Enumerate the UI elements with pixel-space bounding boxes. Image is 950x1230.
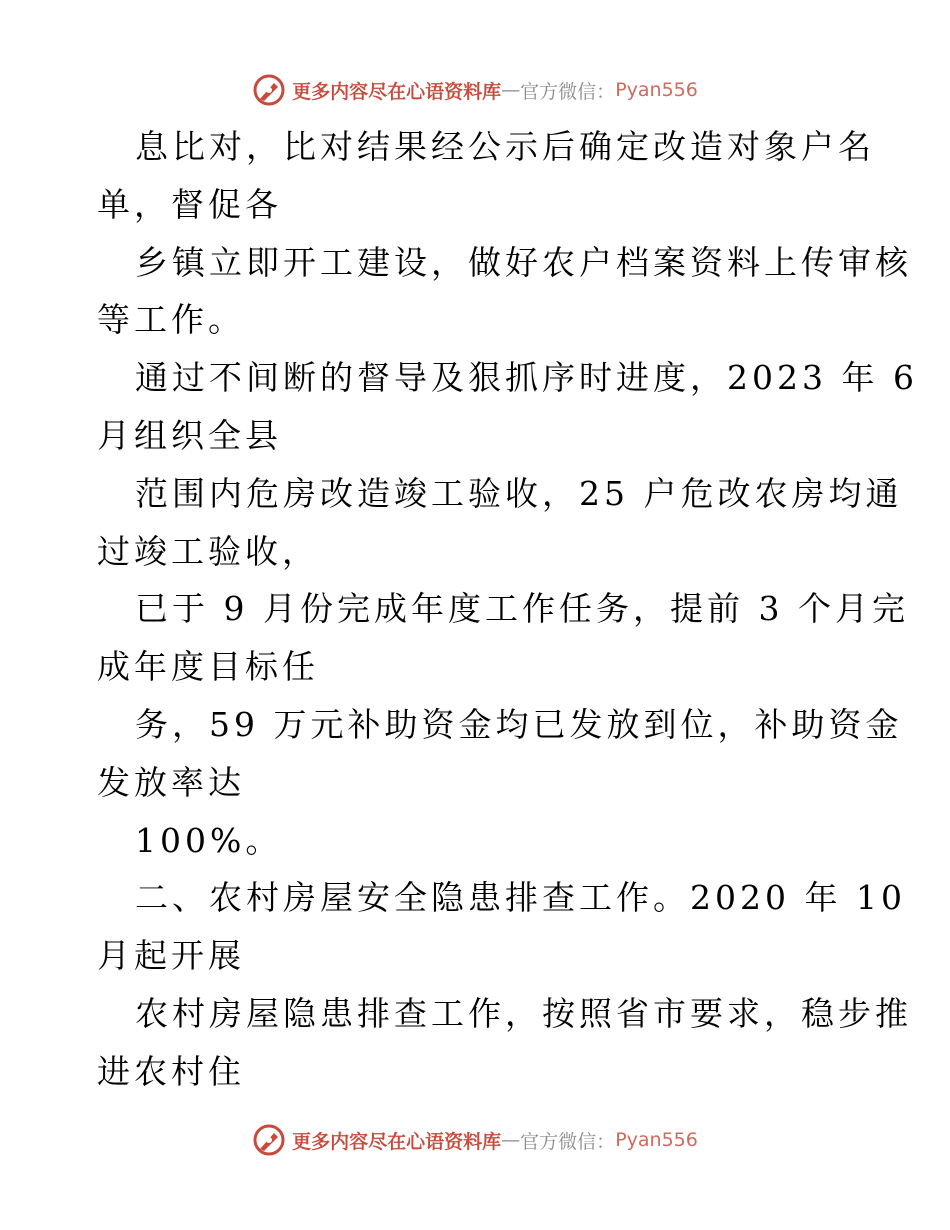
watermark-dash: — — [501, 79, 521, 101]
body-line: 务，59 万元补助资金均已发放到位，补助资金 — [135, 704, 903, 744]
body-line: 通过不间断的督导及狠抓序时进度，2023 年 6 — [135, 358, 918, 398]
body-line: 过竣工验收， — [97, 531, 319, 571]
body-line: 范围内危房改造竣工验收，25 户危改农房均通 — [135, 473, 903, 513]
pen-logo-icon — [252, 73, 286, 107]
watermark-site: 更多内容尽在心语资料库 — [292, 1130, 502, 1153]
header-watermark — [0, 70, 950, 110]
body-line: 等工作。 — [97, 300, 245, 340]
body-line: 100%。 — [135, 820, 283, 860]
body-line: 息比对，比对结果经公示后确定改造对象户名 — [135, 127, 875, 166]
watermark-label: 官方微信： — [520, 80, 616, 103]
body-line: 乡镇立即开工建设，做好农户档案资料上传审核 — [135, 242, 912, 282]
body-line: 月起开展 — [97, 936, 245, 976]
footer-watermark — [0, 1120, 950, 1160]
body-line: 农村房屋隐患排查工作，按照省市要求，稳步推 — [135, 993, 912, 1033]
body-line: 已于 9 月份完成年度工作任务，提前 3 个月完 — [135, 589, 909, 629]
body-line: 二、农村房屋安全隐患排查工作。2020 年 10 — [135, 878, 906, 918]
pen-logo-icon — [252, 1123, 286, 1157]
body-line: 月组织全县 — [97, 415, 282, 455]
body-line: 单，督促各 — [97, 184, 282, 224]
watermark-dash: — — [501, 1129, 521, 1151]
watermark-site: 更多内容尽在心语资料库 — [292, 80, 502, 103]
body-line: 进农村住 — [97, 1051, 245, 1091]
body-line: 成年度目标任 — [97, 647, 319, 687]
watermark-account: Pyan556 — [615, 1129, 698, 1151]
document-body — [97, 118, 918, 1101]
watermark-account: Pyan556 — [615, 79, 698, 101]
body-line: 发放率达 — [97, 762, 245, 802]
watermark-label: 官方微信： — [520, 1130, 616, 1153]
